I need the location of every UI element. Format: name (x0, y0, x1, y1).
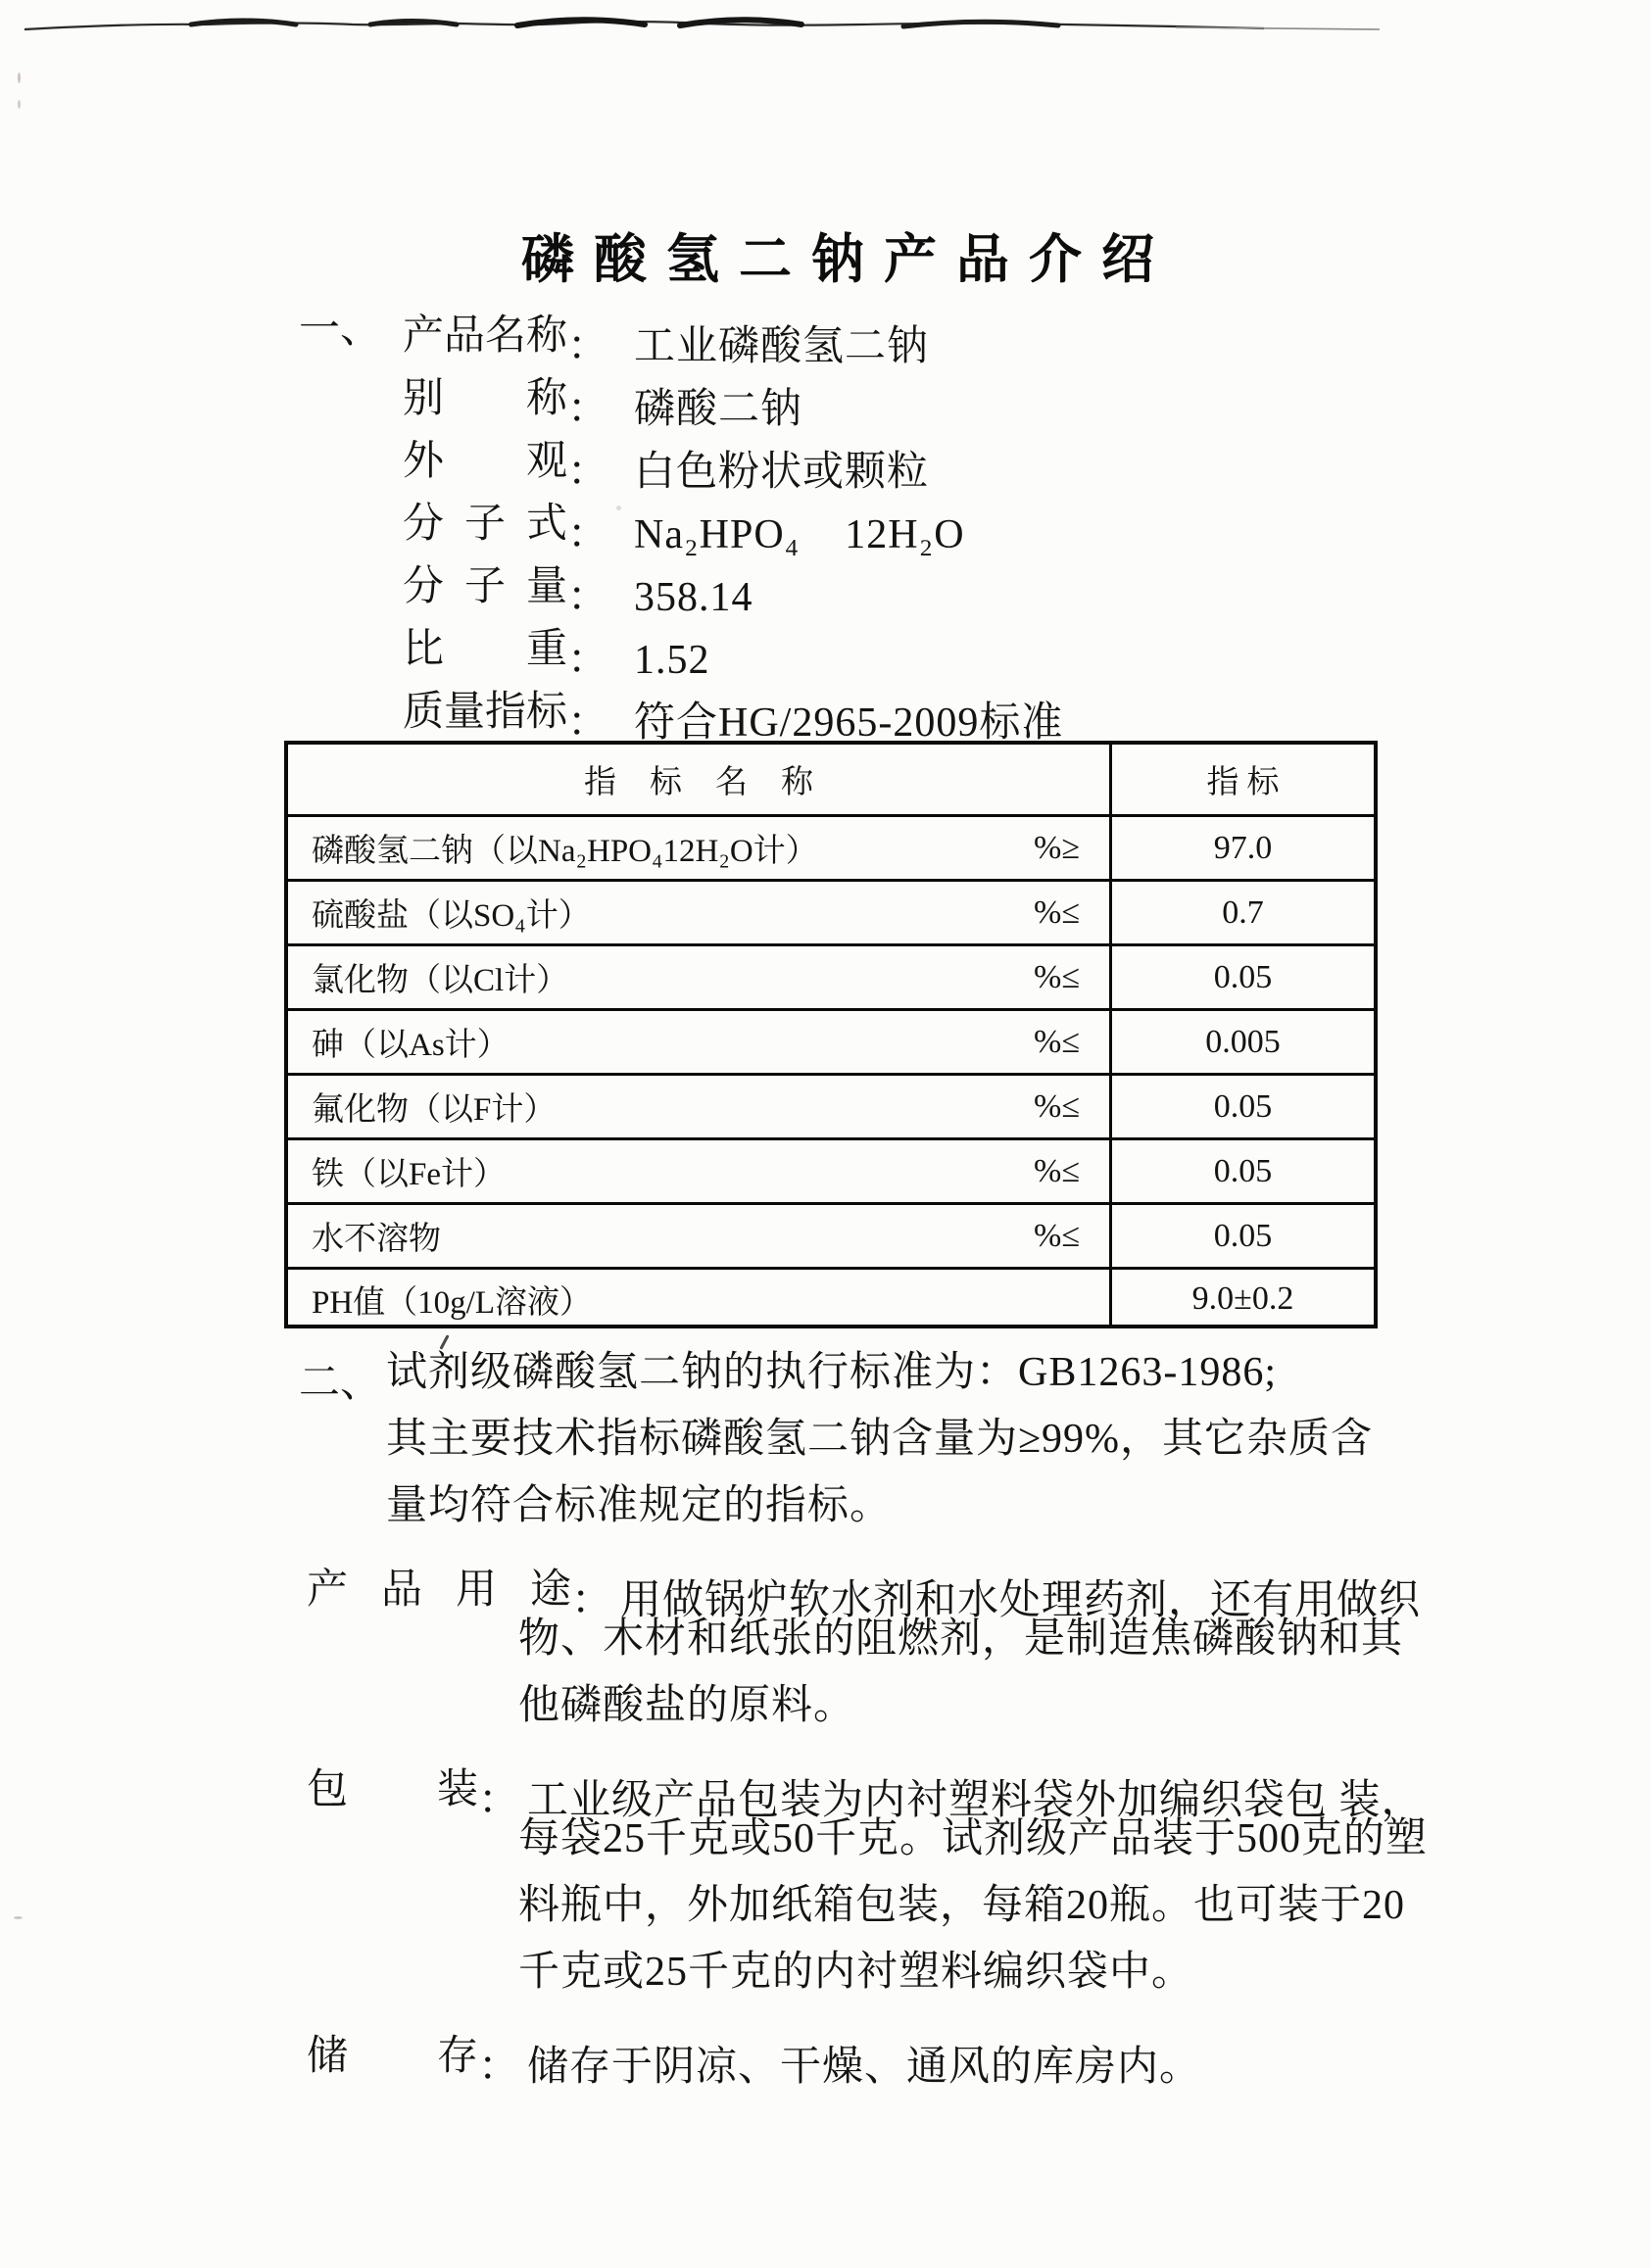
section2-line: 试剂级磷酸氢二钠的执行标准为：GB1263-1986; (386, 1350, 1278, 1395)
pen-tick-artifact (439, 1334, 449, 1350)
field-colon: ： (567, 638, 609, 683)
row-value: 0.05 (1213, 1217, 1273, 1254)
row-name: 氟化物（以F计） (312, 1092, 557, 1128)
spec-table (284, 741, 1378, 1328)
uses-line: 物、木材和纸张的阻燃剂，是制造焦磷酸钠和其 (518, 1617, 1404, 1662)
row-name: 磷酸氢二钠（以Na₂HPO₄12H₂O计） (312, 834, 818, 869)
field-colon: ： (567, 450, 609, 495)
row-unit (962, 1270, 1080, 1328)
table-row (288, 879, 1374, 943)
row-value: 0.005 (1205, 1023, 1281, 1060)
row-unit: %≤ (1034, 1217, 1080, 1254)
packaging-line: 千克或25千克的内衬塑料编织袋中。 (518, 1950, 1194, 1995)
packaging-colon: ： (478, 1778, 520, 1823)
field-colon: ： (567, 512, 609, 557)
field-label: 别称 (403, 376, 567, 421)
row-name: 砷（以As计） (312, 1028, 510, 1063)
row-unit: %≤ (1034, 1023, 1080, 1060)
field-label: 质量指标 (403, 690, 568, 735)
paper-speck (14, 1916, 23, 1919)
row-value: 9.0±0.2 (1191, 1280, 1294, 1317)
section2-line: 量均符合标准规定的指标。 (386, 1483, 893, 1528)
packaging-row (299, 1750, 1424, 1826)
field-value: 符合HG/2965-2009标准 (634, 700, 1064, 746)
storage-label: 储存 (307, 2034, 478, 2079)
storage-line: 储存于阴凉、干燥、通风的库房内。 (527, 2045, 1202, 2090)
field-colon: ： (567, 700, 609, 746)
uses-colon: ： (571, 1578, 613, 1623)
table-header-value: 指标 (1206, 765, 1287, 800)
packaging-line: 工业级产品包装为内衬塑料袋外加编织袋包 装， (527, 1778, 1424, 1823)
field-value: 1.52 (634, 638, 710, 683)
table-row (288, 814, 1374, 879)
row-value: 0.7 (1222, 893, 1264, 931)
field-label: 分子式 (403, 502, 567, 547)
scan-streak-artifact (0, 0, 1651, 59)
uses-label: 产品用途 (307, 1568, 571, 1613)
row-unit: %≤ (1034, 1087, 1080, 1125)
section2-marker: 二、 (299, 1361, 382, 1406)
table-row (288, 1008, 1374, 1073)
field-label: 产品名称 (403, 314, 568, 359)
field-value: 358.14 (634, 575, 753, 620)
packaging-label: 包装 (307, 1767, 478, 1812)
packaging-line: 料瓶中，外加纸箱包装，每箱20瓶。也可装于20 (518, 1883, 1406, 1928)
packaging-line: 每袋25千克或50千克。试剂级产品装于500克的塑 (518, 1816, 1429, 1861)
paper-speck (18, 72, 21, 83)
row-unit: %≤ (1034, 958, 1080, 995)
row-name: 氯化物（以Cl计） (312, 963, 569, 998)
field-colon: ： (567, 575, 609, 620)
field-row-quality-standard (395, 672, 1063, 748)
field-label: 比重 (403, 627, 567, 672)
field-value: 工业磷酸氢二钠 (634, 324, 930, 369)
field-value: 磷酸二钠 (634, 387, 803, 432)
storage-row (299, 2016, 1201, 2093)
storage-colon: ： (478, 2045, 520, 2090)
row-name: 硫酸盐（以SO₄计） (312, 898, 591, 934)
uses-line: 用做锅炉软水剂和水处理药剂，还有用做织 (620, 1578, 1422, 1623)
row-value: 97.0 (1213, 829, 1273, 866)
uses-line: 他磷酸盐的原料。 (518, 1683, 856, 1728)
row-value: 0.05 (1213, 1152, 1273, 1189)
uses-row (299, 1550, 1421, 1626)
row-value: 0.05 (1213, 958, 1273, 995)
table-header-name: 指标名称 (584, 765, 847, 800)
table-row (288, 1267, 1374, 1328)
field-value: 白色粉状或颗粒 (634, 450, 930, 495)
field-colon: ： (567, 387, 609, 432)
table-row (288, 1073, 1374, 1137)
table-row (288, 1137, 1374, 1202)
row-name: 水不溶物 (312, 1222, 441, 1257)
row-unit: %≤ (1034, 1152, 1080, 1189)
row-unit: %≤ (1034, 893, 1080, 931)
row-name: 铁（以Fe计） (312, 1157, 506, 1192)
row-unit: %≥ (1034, 829, 1080, 866)
field-value: Na₂HPO₄ 12H₂O (634, 512, 965, 557)
table-row (288, 1202, 1374, 1267)
field-colon: ： (567, 324, 609, 369)
page-title: 磷酸氢二钠产品介绍 (521, 230, 1174, 289)
row-value: 0.05 (1213, 1087, 1273, 1125)
table-row (288, 943, 1374, 1008)
section2-line: 其主要技术指标磷酸氢二钠含量为≥99%，其它杂质含 (386, 1417, 1374, 1462)
field-label: 外观 (403, 439, 567, 484)
field-label: 分子量 (403, 564, 567, 609)
section1-marker: 一、 (299, 307, 382, 352)
row-name: PH值（10g/L溶液） (312, 1284, 593, 1321)
table-header-row (288, 745, 1374, 814)
paper-speck (18, 100, 21, 109)
